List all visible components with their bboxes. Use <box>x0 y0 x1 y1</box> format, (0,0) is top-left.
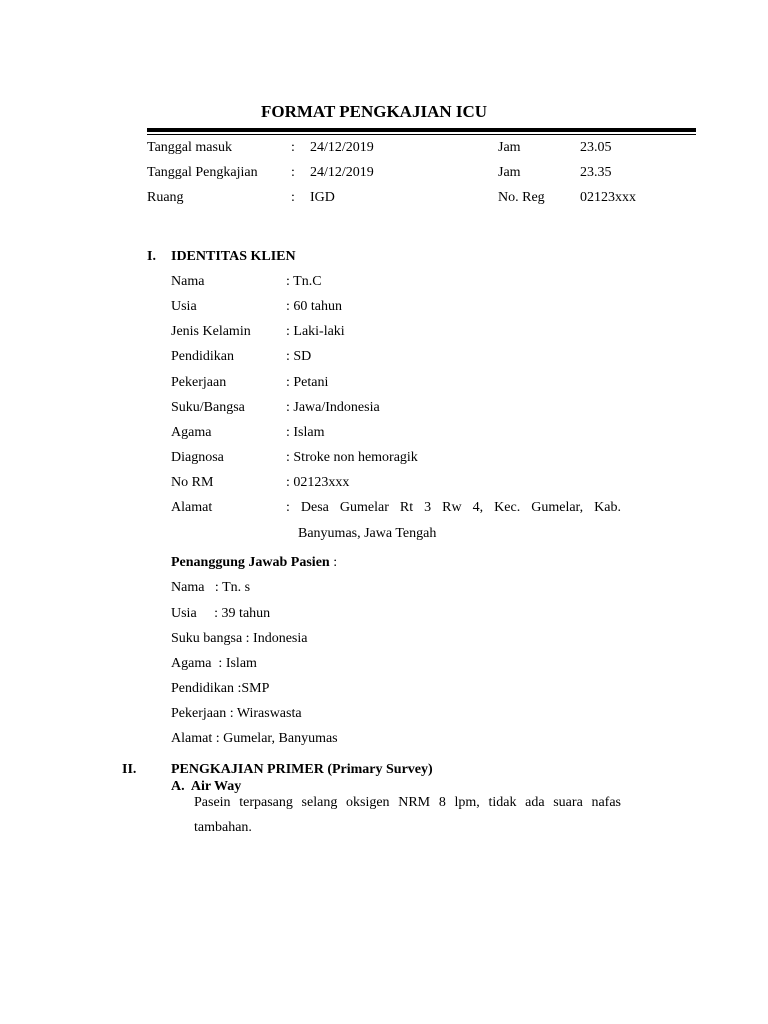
header-label2: Jam <box>498 165 521 180</box>
header-label2: Jam <box>498 140 521 155</box>
section1-title: IDENTITAS KLIEN <box>171 249 296 264</box>
address-line-2: Banyumas, Jawa Tengah <box>298 526 437 541</box>
header-label: Tanggal masuk <box>147 140 232 155</box>
airway-heading: A. Air Way <box>171 779 242 794</box>
field-label: Pekerjaan <box>171 375 227 390</box>
header-value: IGD <box>310 190 335 205</box>
field-label: Jenis Kelamin <box>171 324 251 339</box>
header-colon: : <box>291 165 295 180</box>
header-value2: 02123xxx <box>580 190 636 205</box>
field-value: : Islam <box>286 425 325 440</box>
airway-text-line-2: tambahan. <box>194 820 252 835</box>
field-value: : SD <box>286 349 312 364</box>
header-label: Ruang <box>147 190 184 205</box>
field-label: Nama <box>171 274 205 289</box>
field-value: : 60 tahun <box>286 299 342 314</box>
field-value: : Petani <box>286 375 329 390</box>
section2-number: II. <box>122 762 137 777</box>
title-rule-thick <box>147 128 696 132</box>
field-label: Usia <box>171 299 197 314</box>
field-label: Alamat <box>171 500 213 515</box>
guardian-line: Pendidikan :SMP <box>171 681 270 696</box>
field-value: : Tn.C <box>286 274 322 289</box>
guardian-heading: Penanggung Jawab Pasien <box>171 555 330 570</box>
header-label: Tanggal Pengkajian <box>147 165 258 180</box>
guardian-line: Pekerjaan : Wiraswasta <box>171 706 302 721</box>
guardian-line: Usia : 39 tahun <box>171 606 271 621</box>
header-colon: : <box>291 190 295 205</box>
section2-title: PENGKAJIAN PRIMER (Primary Survey) <box>171 762 433 777</box>
field-label: Agama <box>171 425 212 440</box>
address-line-1: : Desa Gumelar Rt 3 Rw 4, Kec. Gumelar, Kab. <box>286 500 621 515</box>
field-label: Pendidikan <box>171 349 234 364</box>
header-value2: 23.05 <box>580 140 612 155</box>
field-value: : Jawa/Indonesia <box>286 400 380 415</box>
header-value: 24/12/2019 <box>310 165 374 180</box>
field-label: Suku/Bangsa <box>171 400 245 415</box>
field-label: Diagnosa <box>171 450 224 465</box>
guardian-line: Alamat : Gumelar, Banyumas <box>171 731 338 746</box>
field-value: : Laki-laki <box>286 324 345 339</box>
guardian-heading-suffix: : <box>329 555 338 570</box>
page-title: FORMAT PENGKAJIAN ICU <box>261 102 488 121</box>
guardian-line: Suku bangsa : Indonesia <box>171 631 308 646</box>
header-colon: : <box>291 140 295 155</box>
guardian-line: Nama : Tn. s <box>171 580 251 595</box>
header-value: 24/12/2019 <box>310 140 374 155</box>
field-label: No RM <box>171 475 214 490</box>
guardian-line: Agama : Islam <box>171 656 257 671</box>
airway-text-line-1: Pasein terpasang selang oksigen NRM 8 lpm, tidak ada suara nafas <box>194 795 621 810</box>
title-rule-thin <box>147 134 696 135</box>
guardian-heading-row <box>171 555 337 571</box>
section1-number: I. <box>147 249 156 264</box>
header-value2: 23.35 <box>580 165 612 180</box>
field-value: : Stroke non hemoragik <box>286 450 418 465</box>
field-value: : 02123xxx <box>286 475 350 490</box>
header-label2: No. Reg <box>498 190 545 205</box>
